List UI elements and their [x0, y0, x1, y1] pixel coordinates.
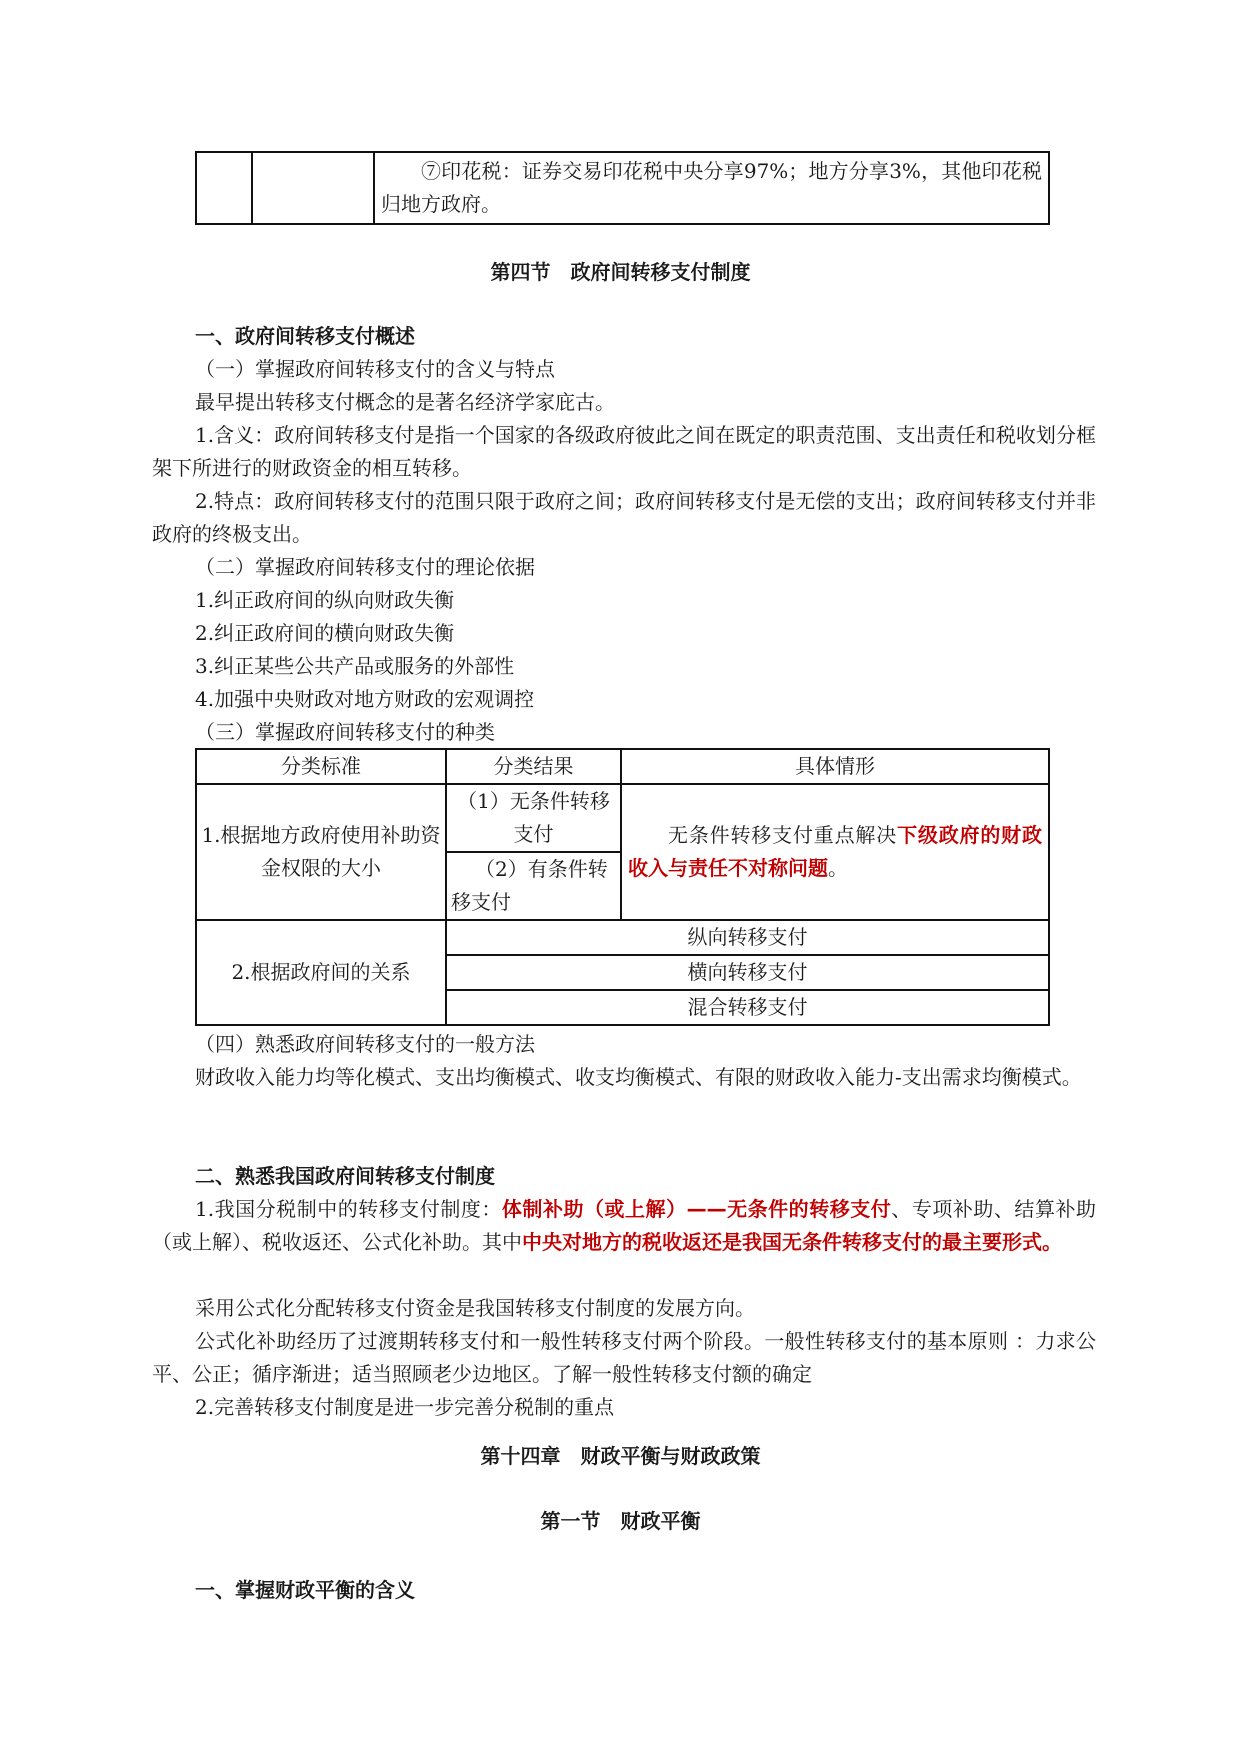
list-item: 4.加强中央财政对地方财政的宏观调控 — [195, 687, 535, 711]
header-standard: 分类标准 — [196, 749, 446, 784]
table-cell-empty — [196, 152, 252, 224]
header-result: 分类结果 — [446, 749, 621, 784]
heading-overview: 一、政府间转移支付概述 — [195, 324, 415, 348]
result-horizontal: 横向转移支付 — [446, 955, 1049, 990]
detail-highlight-text: 下级政府的财政收入与责任不对称问题 — [628, 823, 1043, 880]
result-unconditional: （1）无条件转移支付 — [446, 784, 621, 852]
table-cell-empty — [252, 152, 374, 224]
subheading-types: （三）掌握政府间转移支付的种类 — [195, 720, 495, 744]
result-vertical: 纵向转移支付 — [446, 920, 1049, 955]
chapter-title: 第十四章 财政平衡与财政政策 — [480, 1444, 761, 1468]
paragraph-methods: 财政收入能力均等化模式、支出均衡模式、收支均衡模式、有限的财政收入能力-支出需求均衡模式。 — [195, 1065, 1082, 1089]
heading-balance-meaning: 一、掌握财政平衡的含义 — [195, 1578, 415, 1602]
detail-end-text: 。 — [828, 856, 848, 880]
result-conditional: （2）有条件转移支付 — [446, 852, 621, 920]
heading-china-system: 二、熟悉我国政府间转移支付制度 — [195, 1164, 495, 1188]
paragraph-features: 2.特点：政府间转移支付的范围只限于政府之间；政府间转移支付是无偿的支出；政府间转移支付并非政府的终极支出。 — [152, 489, 1096, 546]
stamp-tax-text: ⑦印花税：证券交易印花税中央分享97%；地方分享3%，其他印花税归地方政府。 — [381, 159, 1042, 216]
top-table — [195, 151, 1050, 225]
paragraph-system — [152, 1193, 1096, 1259]
list-item: 2.纠正政府间的横向财政失衡 — [195, 621, 455, 645]
table-row — [196, 152, 1049, 224]
subheading-basis: （二）掌握政府间转移支付的理论依据 — [195, 555, 535, 579]
stamp-tax-cell — [374, 152, 1049, 224]
system-plain-a: 1.我国分税制中的转移支付制度： — [195, 1197, 502, 1221]
paragraph-improve: 2.完善转移支付制度是进一步完善分税制的重点 — [195, 1395, 615, 1419]
standard-relation: 2.根据政府间的关系 — [196, 920, 446, 1025]
standard-authority: 1.根据地方政府使用补助资金权限的大小 — [196, 784, 446, 920]
paragraph-meaning: 1.含义：政府间转移支付是指一个国家的各级政府彼此之间在既定的职责范围、支出责任和税收划分框架下所进行的财政资金的相互转移。 — [152, 423, 1096, 480]
section-title: 第四节 政府间转移支付制度 — [490, 260, 751, 284]
list-item: 3.纠正某些公共产品或服务的外部性 — [195, 654, 515, 678]
list-item: 1.纠正政府间的纵向财政失衡 — [195, 588, 455, 612]
paragraph-formula: 采用公式化分配转移支付资金是我国转移支付制度的发展方向。 — [195, 1296, 755, 1320]
paragraph-pigou: 最早提出转移支付概念的是著名经济学家庇古。 — [195, 390, 615, 414]
table-row — [196, 784, 1049, 852]
system-plain-b: 、专项补助、结算补助（或上解）、税收返还、公式化补助。其中 — [152, 1197, 1096, 1254]
result-mixed: 混合转移支付 — [446, 990, 1049, 1025]
header-detail: 具体情形 — [621, 749, 1049, 784]
table-header-row — [196, 749, 1049, 784]
system-highlight-b: 中央对地方的税收返还是我国无条件转移支付的最主要形式。 — [522, 1230, 1062, 1254]
paragraph-stages: 公式化补助经历了过渡期转移支付和一般性转移支付两个阶段。一般性转移支付的基本原则 ：力求公平、公正；循序渐进；适当照顾老少边地区。了解一般性转移支付额的确定 — [152, 1329, 1096, 1386]
chapter-section-title: 第一节 财政平衡 — [540, 1509, 701, 1533]
detail-plain-text: 无条件转移支付重点解决 — [668, 823, 898, 847]
subheading-methods: （四）熟悉政府间转移支付的一般方法 — [195, 1032, 535, 1056]
detail-unconditional — [621, 784, 1049, 920]
system-highlight-a: 体制补助（或上解）——无条件的转移支付 — [501, 1197, 892, 1221]
subheading-meaning: （一）掌握政府间转移支付的含义与特点 — [195, 357, 555, 381]
table-row — [196, 920, 1049, 955]
classification-table — [195, 748, 1050, 1026]
